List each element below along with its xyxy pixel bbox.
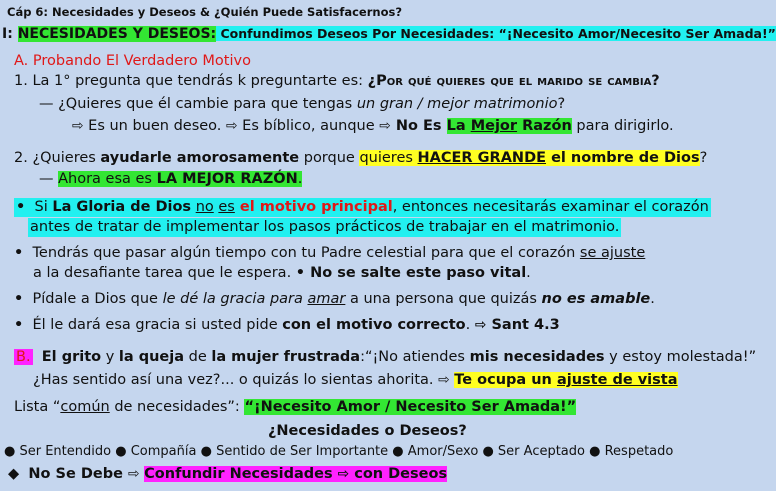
- bullet-3-f: .: [650, 291, 655, 307]
- bullet-2-line-2: [33, 265, 531, 281]
- footer-a: No Se Debe: [28, 466, 128, 482]
- item-1-key-question: ¿Por qué quieres que el marido se cambia?: [367, 73, 660, 89]
- section-b-d: de: [184, 349, 212, 365]
- arrow-right-icon: ⇨: [474, 317, 487, 333]
- dash: —: [39, 171, 59, 187]
- bullet-4-a: Él le dará esa gracia si usted pide: [32, 317, 283, 333]
- need-label: Ser Aceptado: [497, 444, 585, 459]
- section-b-line-2-b: Te ocupa un: [454, 372, 557, 388]
- bullet-1-es: es: [218, 199, 235, 215]
- list-c: de necesidades”:: [109, 399, 245, 415]
- bullet-dot: •: [14, 245, 24, 261]
- need-item: [201, 444, 389, 459]
- item-2-b: ayudarle amorosamente: [100, 150, 300, 166]
- bullet-dot: ●: [392, 444, 404, 459]
- bullet-dot: ●: [589, 444, 601, 459]
- item-1-highlight: [447, 118, 572, 134]
- section-b-line-2-a: ¿Has sentido así una vez?... o quizás lo sientas ahorita.: [33, 372, 439, 388]
- section-b-a: El grito: [41, 349, 102, 365]
- arrow-right-icon: ⇨: [337, 466, 350, 482]
- item-1-intro: 1. La 1° pregunta que tendrás k preguntarte es:: [14, 73, 368, 89]
- footer-c: con Deseos: [349, 466, 448, 482]
- item-2-answer: [39, 171, 302, 187]
- bullet-3-a: Pídale a Dios que: [32, 291, 163, 307]
- dash: —: [39, 96, 59, 112]
- bullet-dot: ●: [4, 444, 16, 459]
- bullet-3-c: amar: [307, 291, 346, 307]
- section-1-heading: [2, 26, 776, 42]
- arrow-right-icon: ⇨: [379, 118, 391, 134]
- diamond-icon: ◆: [8, 466, 20, 482]
- section-b-line-2: [33, 372, 678, 388]
- need-item: [4, 444, 111, 459]
- footer-highlight: [144, 466, 447, 482]
- item-2-i: LA MEJOR RAZÓN: [156, 171, 298, 187]
- item-2-c: porque: [299, 150, 360, 166]
- bullet-3-d: a una persona que quizás: [345, 291, 542, 307]
- list-b: común: [60, 399, 110, 415]
- bullet-2-e: .: [526, 265, 531, 281]
- list-quote: “¡Necesito Amor / Necesito Ser Amada!”: [244, 399, 577, 415]
- bullet-1-highlight: [14, 198, 711, 217]
- bullet-1-h: , entonces necesitarás examinar el corazón: [392, 199, 709, 215]
- item-1-evaluation: [72, 118, 674, 134]
- bullet-4: [14, 317, 560, 333]
- bullet-1-b: La Gloria de Dios: [52, 199, 192, 215]
- bullet-dot: ●: [482, 444, 494, 459]
- chapter-title: Cáp 6: Necesidades y Deseos & ¿Quién Puede Satisfacernos?: [7, 5, 403, 19]
- need-label: Sentido de Ser Importante: [216, 444, 389, 459]
- needs-list-intro: [14, 399, 576, 415]
- bullet-3: [14, 291, 655, 307]
- item-2-j: .: [297, 171, 303, 187]
- bullet-2-c: a la desafiante tarea que le espera.: [33, 265, 296, 281]
- bullet-1-a: Si: [34, 199, 53, 215]
- footer-b: Confundir Necesidades: [144, 466, 338, 482]
- item-2-highlight: [359, 150, 699, 166]
- bullet-3-b: le dé la gracia para: [162, 291, 308, 307]
- bullet-2-a: Tendrás que pasar algún tiempo con tu Padre celestial para que el corazón: [32, 245, 580, 261]
- need-label: Respetado: [604, 444, 674, 459]
- bullet-2-b: se ajuste: [579, 245, 646, 261]
- item-2-f: el nombre de Dios: [546, 150, 700, 166]
- section-1-subtitle: Confundimos Deseos Por Necesidades: “¡Necesito Amor/Necesito Ser Amada!”: [216, 26, 776, 41]
- item-1-eval-g: para dirigirlo.: [571, 118, 674, 134]
- section-b-g: mis necesidades: [469, 349, 605, 365]
- word-la: La: [446, 118, 466, 134]
- item-1-question: [14, 73, 660, 89]
- item-2-a: 2. ¿Quieres: [14, 150, 101, 166]
- section-b-b: y: [101, 349, 119, 365]
- need-label: Amor/Sexo: [407, 444, 479, 459]
- needs-or-desires-question: ¿Necesidades o Deseos?: [268, 423, 467, 439]
- item-2-answer-highlight: [58, 171, 302, 187]
- bullet-2-d: • No se salte este paso vital: [295, 265, 527, 281]
- need-item: [589, 444, 673, 459]
- footer-warning: [8, 466, 447, 482]
- section-b-line-1: [14, 349, 756, 365]
- arrow-right-icon: ⇨: [127, 466, 140, 482]
- bullet-1-no: no: [195, 199, 214, 215]
- need-item: [392, 444, 478, 459]
- section-b-c: la queja: [118, 349, 185, 365]
- item-1-eval-b: Es bíblico, aunque: [237, 118, 380, 134]
- section-b-label: B.: [16, 349, 31, 365]
- item-1-eval-a: Es un buen deseo.: [83, 118, 227, 134]
- section-b-h: y estoy molestada!”: [604, 349, 757, 365]
- needs-list: [4, 444, 673, 459]
- item-2-e: HACER GRANDE: [417, 150, 547, 166]
- need-item: [115, 444, 196, 459]
- bullet-3-e: no es amable: [541, 291, 651, 307]
- arrow-right-icon: ⇨: [226, 118, 238, 134]
- item-1-sub-a: ¿Quieres que él cambie para que tengas: [58, 96, 357, 112]
- section-1-prefix: I:: [2, 26, 18, 42]
- item-1-sub-question: [39, 96, 565, 112]
- item-1-sub-b: un gran / mejor matrimonio: [356, 96, 558, 112]
- arrow-right-icon: ⇨: [72, 118, 84, 134]
- need-item: [482, 444, 585, 459]
- item-2-d: quieres: [359, 150, 418, 166]
- bullet-1-line-2: [28, 219, 621, 235]
- item-2-g: ?: [699, 150, 708, 166]
- bullet-1-line-1: [14, 199, 711, 215]
- need-label: Ser Entendido: [19, 444, 112, 459]
- bullet-2-line-1: [14, 245, 645, 261]
- item-2-question: [14, 150, 707, 166]
- word-razon: Razón: [522, 118, 572, 134]
- item-1-eval-c: No Es: [390, 118, 447, 134]
- need-label: Compañía: [130, 444, 197, 459]
- item-1-sub-c: ?: [557, 96, 566, 112]
- bullet-dot: •: [16, 199, 26, 215]
- list-a: Lista “: [14, 399, 61, 415]
- bullet-dot: ●: [200, 444, 212, 459]
- bullet-4-c: .: [465, 317, 475, 333]
- bullet-1-line-2-text: antes de tratar de implementar los pasos prácticos de trabajar en el matrimonio.: [30, 219, 620, 235]
- bullet-dot: •: [14, 291, 24, 307]
- arrow-right-icon: ⇨: [438, 372, 450, 388]
- bullet-4-ref: Sant 4.3: [486, 317, 560, 333]
- section-b-e: la mujer frustrada: [211, 349, 361, 365]
- section-1-title: NECESIDADES Y DESEOS:: [17, 26, 217, 42]
- section-b-highlight: [454, 372, 677, 388]
- section-b-f: :“¡No atiendes: [360, 349, 470, 365]
- word-mejor: Mejor: [470, 118, 518, 134]
- bullet-dot: •: [14, 317, 24, 333]
- section-a-heading: A. Probando El Verdadero Motivo: [14, 53, 251, 69]
- section-b-line-2-c: ajuste de vista: [556, 372, 678, 388]
- bullet-1-motive: el motivo principal: [234, 199, 393, 215]
- item-2-h: Ahora esa es: [58, 171, 157, 187]
- bullet-4-b: con el motivo correcto: [282, 317, 466, 333]
- bullet-dot: ●: [115, 444, 127, 459]
